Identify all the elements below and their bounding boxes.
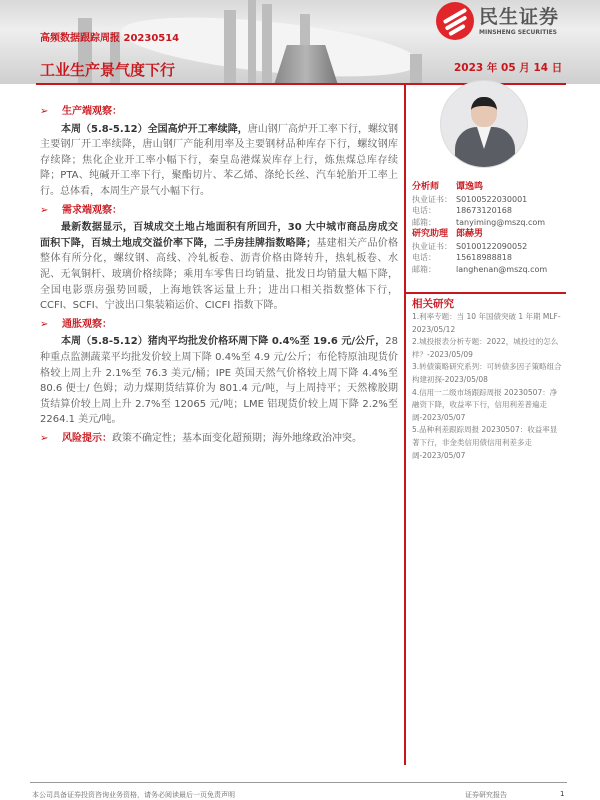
arrow-bullet-icon: ➢ <box>40 318 49 330</box>
related-research-title: 相关研究 <box>412 298 454 310</box>
analyst-info: 分析师 谭逸鸣 执业证书： S0100522030001 电话： 18673120168 邮箱： tanyiming@mszq.com 研究助理 郎赫男 执业证书： S0100122090052 电话： 15618988818 邮箱： langhenan@mszq.com <box>412 182 548 274</box>
page-title: 工业生产景气度下行 <box>40 61 176 79</box>
company-logo <box>436 2 559 40</box>
assistant-role: 研究助理 <box>412 228 449 239</box>
footer-divider <box>30 782 567 783</box>
analyst-photo <box>440 80 528 168</box>
related-item[interactable]: 2.城投报表分析专题：2022，城投过的怎么样？-2023/05/09 <box>412 337 559 359</box>
related-item[interactable]: 1.利率专题：当 10 年国债突破 1 年期 MLF-2023/05/12 <box>412 312 561 334</box>
assistant-phone: 15618988818 <box>456 253 512 263</box>
banner-building <box>248 0 256 84</box>
related-item[interactable]: 5.品种利差跟踪周报 20230507：收益率显著下行，非金类信用债信用利差多走阔-2023/05/07 <box>412 425 558 460</box>
arrow-bullet-icon: ➢ <box>40 432 49 444</box>
column-divider <box>404 85 406 765</box>
analyst-role: 分析师 <box>412 182 440 192</box>
analyst-name: 谭逸鸣 <box>456 182 484 192</box>
related-research-list <box>412 311 564 462</box>
assistant-name: 郎赫男 <box>456 228 484 239</box>
analyst-phone: 18673120168 <box>456 206 512 216</box>
report-series: 高频数据跟踪周报 20230514 <box>40 33 180 44</box>
section-body-demand: 最新数据显示，百城成交土地占地面积有所回升，30 大中城市商品房成交面积下降，百城土地成交溢价率下降，二手房挂牌指数略降；基建相关产品价格整体有所分化，螺纹钢、高线、冷轧板卷、沥青价格由降转升，热轧板卷、水泥、无氧铜杆、玻璃价格续降；乘用车零售日均销量、批发日均销量大幅下降，全国电影票房强势回暖，上海地铁客运量上升；进出口相关指数整体下行，CCFI、SCFI、宁波出口集装箱运价、CICFI 指数下降。 <box>40 222 399 312</box>
section-body-production: 本周（5.8-5.12）全国高炉开工率续降，唐山钢厂高炉开工率下行，螺纹钢主要钢厂开工率续降，唐山钢厂产能利用率及主要钢材品种库存下行，螺纹钢库存续降；焦化企业开工率小幅下行，秦皇岛港煤炭库存上行，炼焦煤总库存续降；PTA、纯碱开工率下行，聚酯切片、苯乙烯、涤纶长丝、汽车轮胎开工率上行。总体看，本周生产景气小幅下行。 <box>40 123 398 197</box>
section-heading-production: ➢ 生产端观察： <box>40 104 398 120</box>
analyst-cert: S0100522030001 <box>456 194 528 204</box>
related-item[interactable]: 4.信用一二级市场跟踪周报 20230507：净融资下降，收益率下行，信用利差普遍走阔-2023/05/07 <box>412 387 558 422</box>
banner-building <box>410 54 422 84</box>
footer-doc-type: 证券研究报告 <box>465 791 507 799</box>
related-divider <box>406 292 566 294</box>
section-body-inflation: 本周（5.8-5.12）猪肉平均批发价格环周下降 0.4%至 19.6 元/公斤，28 种重点监测蔬菜平均批发价较上周下降 0.4%至 4.9 元/公斤；布伦特原油现货价格较上周上升 2.1%至 76.3 美元/桶；IPE 英国天然气价格较上周下降 4.4%至 80.6 便士/ 色姆；动力煤期货结算价为 801.4 元/吨，与上周持平；天然橡胶期货结算价较上周上升 2.7%至 12065 元/吨；LME 铝现货价较上周下降 2.2%至 2264.1 美元/吨。 <box>40 336 398 426</box>
logo-name-en: MINSHENG SECURITIES <box>479 29 557 36</box>
assistant-cert: S0100122090052 <box>456 241 528 251</box>
arrow-bullet-icon: ➢ <box>40 204 49 216</box>
report-date: 2023 年 05 月 14 日 <box>454 62 563 74</box>
risk-warning: ➢ 风险提示： 政策不确定性；基本面变化超预期；海外地缘政治冲突。 <box>40 431 398 447</box>
summary-column <box>40 104 398 446</box>
section-heading-inflation: ➢ 通胀观察： <box>40 317 398 333</box>
assistant-email[interactable]: langhenan@mszq.com <box>456 264 548 274</box>
related-item[interactable]: 3.转债策略研究系列：可转债多因子策略组合构建初探-2023/05/08 <box>412 362 562 384</box>
header-banner <box>0 0 600 84</box>
banner-building <box>262 4 272 84</box>
section-heading-demand: ➢ 需求端观察： <box>40 203 398 219</box>
footer-disclaimer: 本公司具备证券投资咨询业务资格，请务必阅读最后一页免责声明 <box>32 791 235 799</box>
logo-name-cn: 民生证券 <box>479 6 560 28</box>
banner-building <box>224 10 236 84</box>
page-number: 1 <box>560 790 565 798</box>
arrow-bullet-icon: ➢ <box>40 106 49 117</box>
analyst-email[interactable]: tanyiming@mszq.com <box>456 218 546 228</box>
logo-mark-icon <box>436 2 474 40</box>
